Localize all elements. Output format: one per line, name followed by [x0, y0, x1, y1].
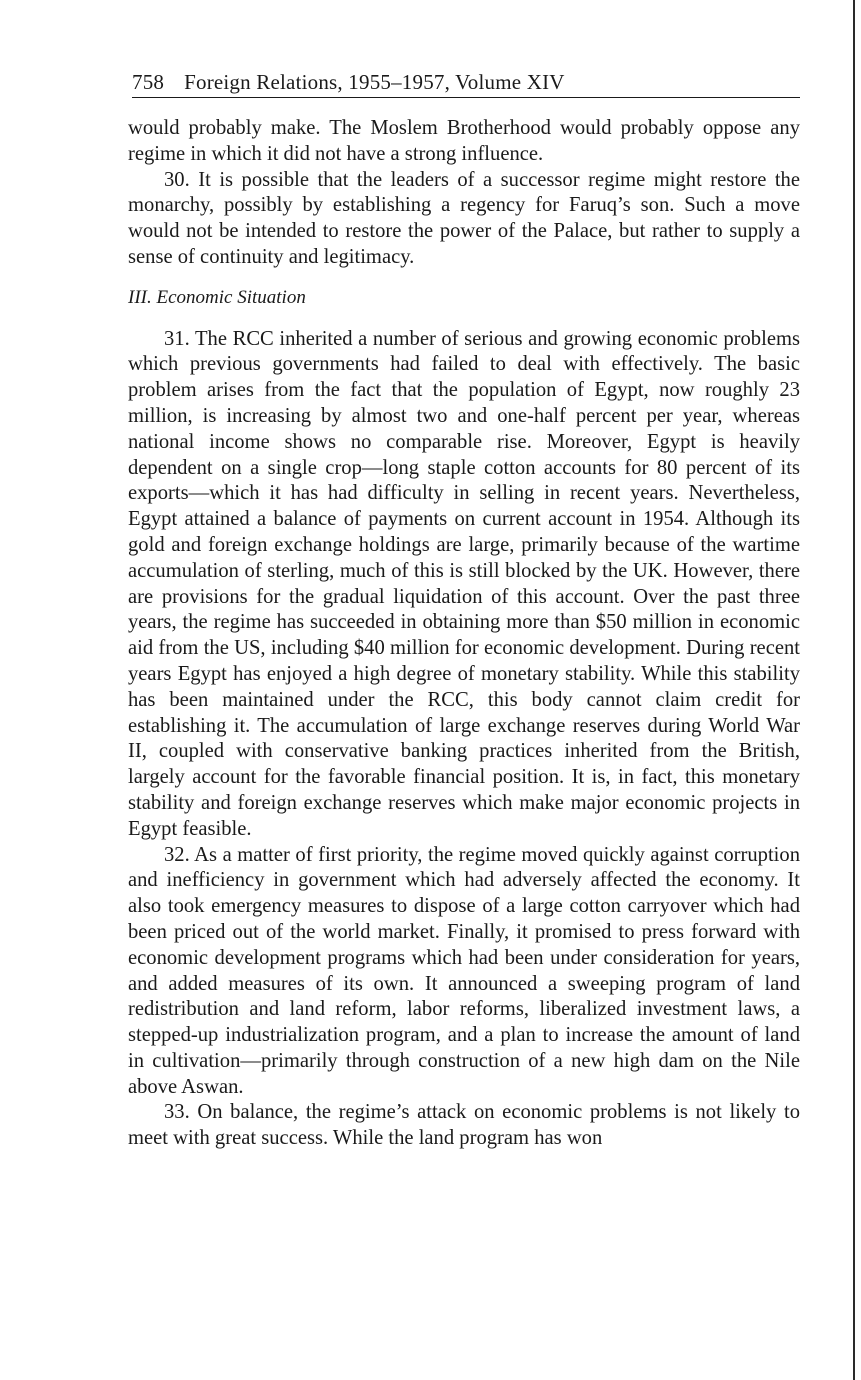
paragraph-33: 33. On balance, the regime’s attack on economic problems is not likely to meet with great success. While the land program has won: [128, 1101, 800, 1150]
document-page: [128, 70, 800, 1152]
body-text: [128, 116, 800, 1152]
section-heading: III. Economic Situation: [128, 286, 306, 308]
page-edge-rule: [853, 0, 855, 1380]
page-number: 758: [132, 70, 165, 94]
paragraph-31: 31. The RCC inherited a number of serious and growing economic problems which previous governments had failed to deal with effectively. The basic problem arises from the fact that the population of Egypt, now roughly 23 million, is increasing by almost two and one-half percent per year, whereas national income shows no comparable rise. Moreover, Egypt is heavily dependent on a single crop—long staple cotton accounts for 80 percent of its exports—which it has had difficulty in selling in recent years. Nevertheless, Egypt attained a balance of payments on current account in 1954. Although its gold and foreign exchange holdings are large, primarily because of the wartime accumulation of sterling, much of this is still blocked by the UK. However, there are provisions for the gradual liquidation of this account. Over the past three years, the regime has succeeded in obtaining more than $50 million in economic aid from the US, including $40 million for economic development. During recent years Egypt has enjoyed a high degree of monetary stability. While this stability has been maintained under the RCC, this body cannot claim credit for establishing it. The accumulation of large exchange reserves during World War II, coupled with conservative banking practices inherited from the British, largely account for the favorable financial position. It is, in fact, this monetary stability and foreign exchange reserves which make major economic projects in Egypt feasible.: [128, 327, 800, 840]
paragraph-32: 32. As a matter of first priority, the regime moved quickly against corruption and inefficiency in government which had adversely affected the economy. It also took emergency measures to dispose of a large cotton carryover which had been priced out of the world market. Finally, it promised to press forward with economic development programs which had been under consideration for years, and added measures of its own. It announced a sweeping program of land redistribution and land reform, labor reforms, liberalized investment laws, a stepped-up industrialization program, and a plan to increase the amount of land in cultivation—primarily through construction of a new high dam on the Nile above Aswan.: [128, 843, 800, 1098]
running-header: [132, 70, 800, 98]
volume-title: Foreign Relations, 1955–1957, Volume XIV: [184, 70, 565, 94]
paragraph-continuation: would probably make. The Moslem Brotherhood would probably oppose any regime in which it did not have a strong influence.: [128, 117, 800, 165]
paragraph-30: 30. It is possible that the leaders of a successor regime might restore the monarchy, possibly by establishing a regency for Faruq’s son. Such a move would not be intended to restore the power of the Palace, but rather to supply a sense of continuity and legitimacy.: [128, 168, 800, 268]
